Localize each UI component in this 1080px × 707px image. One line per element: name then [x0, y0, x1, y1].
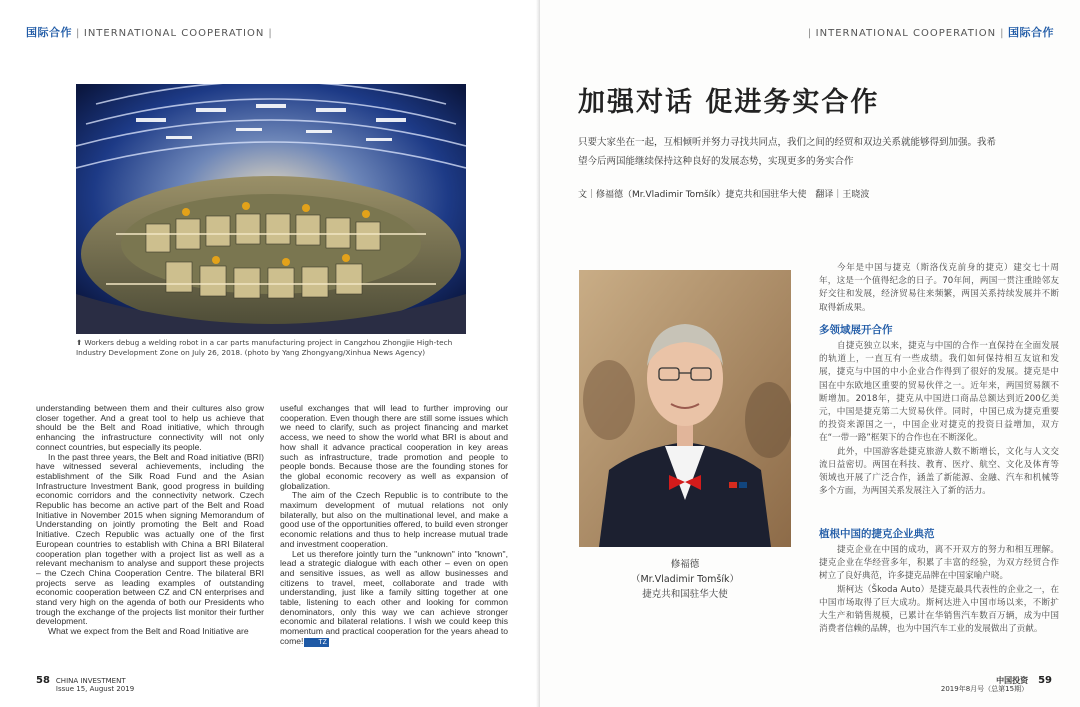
page-number: 59	[1038, 675, 1052, 686]
ambassador-title: 捷克共和国驻华大使	[642, 589, 728, 600]
final-paragraph-text: Let us therefore jointly turn the "unknown" into "known", lead a strategic dialogue with each other – even on open and sensitive issues, as well as allow businesses and citizens to travel, meet, collaborate and trade with understanding, just like a family sitting together at one table, listening to each other and looking for common denominators, only this way we can achieve stronger economic and bilateral relations. I wish we could keep this momentum and practical cooperation for the years ahead to come!	[280, 548, 508, 646]
intro-paragraph: 今年是中国与捷克（斯洛伐克前身的捷克）建交七十周年，这是一个值得纪念的日子。70年间，两国一贯注重睦邻友好交往和发展，经济贸易往来频繁，两国关系持续发展并不断取得新成果。	[819, 263, 1059, 313]
page-number: 58	[36, 675, 50, 686]
paragraph: understanding between them and their cultures also grow closer together. And a great tool to help us achieve that should be the Belt and Road initiative, which through enhancing the infrastructure connectivity will not only connect countries, but especially its people.	[36, 403, 264, 452]
portrait-image	[579, 270, 791, 547]
paragraph: 捷克企业在中国的成功，离不开双方的努力和相互理解。捷克企业在华经营多年，积累了丰富的经验，为双方经贸合作树立了良好典范，许多捷克品牌在中国家喻户晓。	[819, 545, 1059, 582]
right-page	[540, 0, 1080, 707]
right-running-header: | INTERNATIONAL COOPERATION | 国际合作	[807, 26, 1054, 39]
header-section-zh: 国际合作	[1008, 26, 1054, 39]
paragraph: 斯柯达（Škoda Auto）是捷克最具代表性的企业之一，在中国市场取得了巨大成功。斯柯达进入中国市场以来，不断扩大生产和销售规模，已累计在华销售汽车数百万辆，成为中国消费者信赖的品牌，也为中国汽车工业的发展做出了贡献。	[819, 584, 1059, 635]
article-lead: 只要大家坐在一起，互相倾听并努力寻找共同点，我们之间的经贸和双边关系就能够得到加强。我希望今后两国能继续保持这种良好的发展态势，实现更多的务实合作	[578, 137, 997, 167]
paragraph: useful exchanges that will lead to further improving our cooperation. Even though there are still some issues which we need to clarify, such as project financing and market access, we need to show the world what BRI is about and how shall it advance practical cooperation in key areas such as infrastructure, trade promotion and people to people bonds. Because those are the founding stones for the global economic recovery as well as expansion of globalization.	[280, 403, 508, 491]
left-footer	[36, 677, 134, 693]
article-title: 加强对话 促进务实合作	[578, 87, 880, 118]
ambassador-portrait	[579, 270, 791, 547]
paragraph: What we expect from the Belt and Road Initiative are	[48, 626, 249, 637]
byline: 文｜修福德（Mr.Vladimir Tomšík）捷克共和国驻华大使 翻译｜王晓波	[578, 190, 870, 200]
section-heading-czech-enterprises: 植根中国的捷克企业典范	[819, 528, 935, 540]
paragraph	[280, 550, 508, 647]
paragraph: The aim of the Czech Republic is to contribute to the maximum development of mutual relations not only bilaterally, but also on the multinational level, and make a good use of the opportunities offered, to build even stronger economic relations and thus to help increase mutual trade and investment cooperation.	[280, 490, 508, 549]
ambassador-name-zh: 修福德	[670, 559, 700, 570]
paragraph: In the past three years, the Belt and Road initiative (BRI) have witnessed several achievements, including the establishment of the Silk Road Fund and the Asian Infrastructure Investment Bank, good progress in building economic corridors and the connectivity network. Czech Republic has become an active part of the Belt and Road Initiative in November 2015 when signing Memorandum of Understanding on jointly promoting the Belt and Road Initiative. Czech Republic was actually one of the first European countries to establish with China a BRI Bilateral cooperation plan together with a project list as well as a relevant mechanism to analyse and support these projects – the Czech China Cooperation Centre. The bilateral BRI projects serve as leading examples of outstanding economic cooperation between CZ and CN enterprises and stand very high on the agenda of both our Presidents who trough the exchange of the projects list monitor their further development.	[36, 451, 264, 627]
body-column-2	[280, 404, 508, 647]
section-1-body	[819, 340, 1059, 498]
end-mark: TZ	[304, 638, 329, 647]
header-section-zh: 国际合作	[26, 26, 72, 39]
section-heading-cooperation: 多领域展开合作	[819, 324, 893, 336]
magazine-name: CHINA INVESTMENT	[55, 677, 126, 685]
ambassador-name-en: （Mr.Vladimir Tomšík）	[630, 574, 740, 585]
body-column-1	[36, 404, 264, 637]
section-2-body	[819, 544, 1059, 636]
paragraph: 自捷克独立以来，捷克与中国的合作一直保持在全面发展的轨道上，一直互有一些成绩。我们如何保持相互友谊和发展，捷克与中国的中小企业合作得到了很好的发展。捷克是中国在中东欧地区重要的贸易伙伴之一。近年来，两国贸易额不断增加。2018年，捷克从中国进口商品总额达到近200亿美元，中国是捷克第二大贸易伙伴。同时，中国已成为捷克重要的投资来源国之一，中国企业对捷克的投资日益增加，双方在“一带一路”框架下的合作也在不断深化。	[819, 341, 1059, 444]
issue-label: 2019年8月号（总第15期）	[940, 685, 1029, 693]
header-section-en: INTERNATIONAL COOPERATION	[815, 28, 997, 39]
issue-label: Issue 15, August 2019	[55, 685, 135, 693]
left-running-header: 国际合作 | INTERNATIONAL COOPERATION |	[26, 26, 273, 39]
portrait-caption	[579, 557, 791, 602]
factory-photo	[76, 84, 466, 334]
photo-caption: ⬆ Workers debug a welding robot in a car parts manufacturing project in Cangzhou Zhongjie High-tech Industry Development Zone on July 26, 2018. (photo by Yang Zhongyang/Xinhua News Agency)	[76, 338, 453, 357]
paragraph: 此外，中国游客赴捷克旅游人数不断增长，文化与人文交流日益密切。两国在科技、教育、医疗、航空、文化及体育等领域也开展了广泛合作，涵盖了新能源、金融、汽车和机械等多个方面，为两国关系发展注入了新的活力。	[819, 446, 1059, 497]
right-footer	[941, 677, 1052, 693]
header-section-en: INTERNATIONAL COOPERATION	[83, 28, 265, 39]
robot-welding-hall-image	[76, 84, 466, 334]
magazine-name-zh: 中国投资	[996, 676, 1029, 685]
